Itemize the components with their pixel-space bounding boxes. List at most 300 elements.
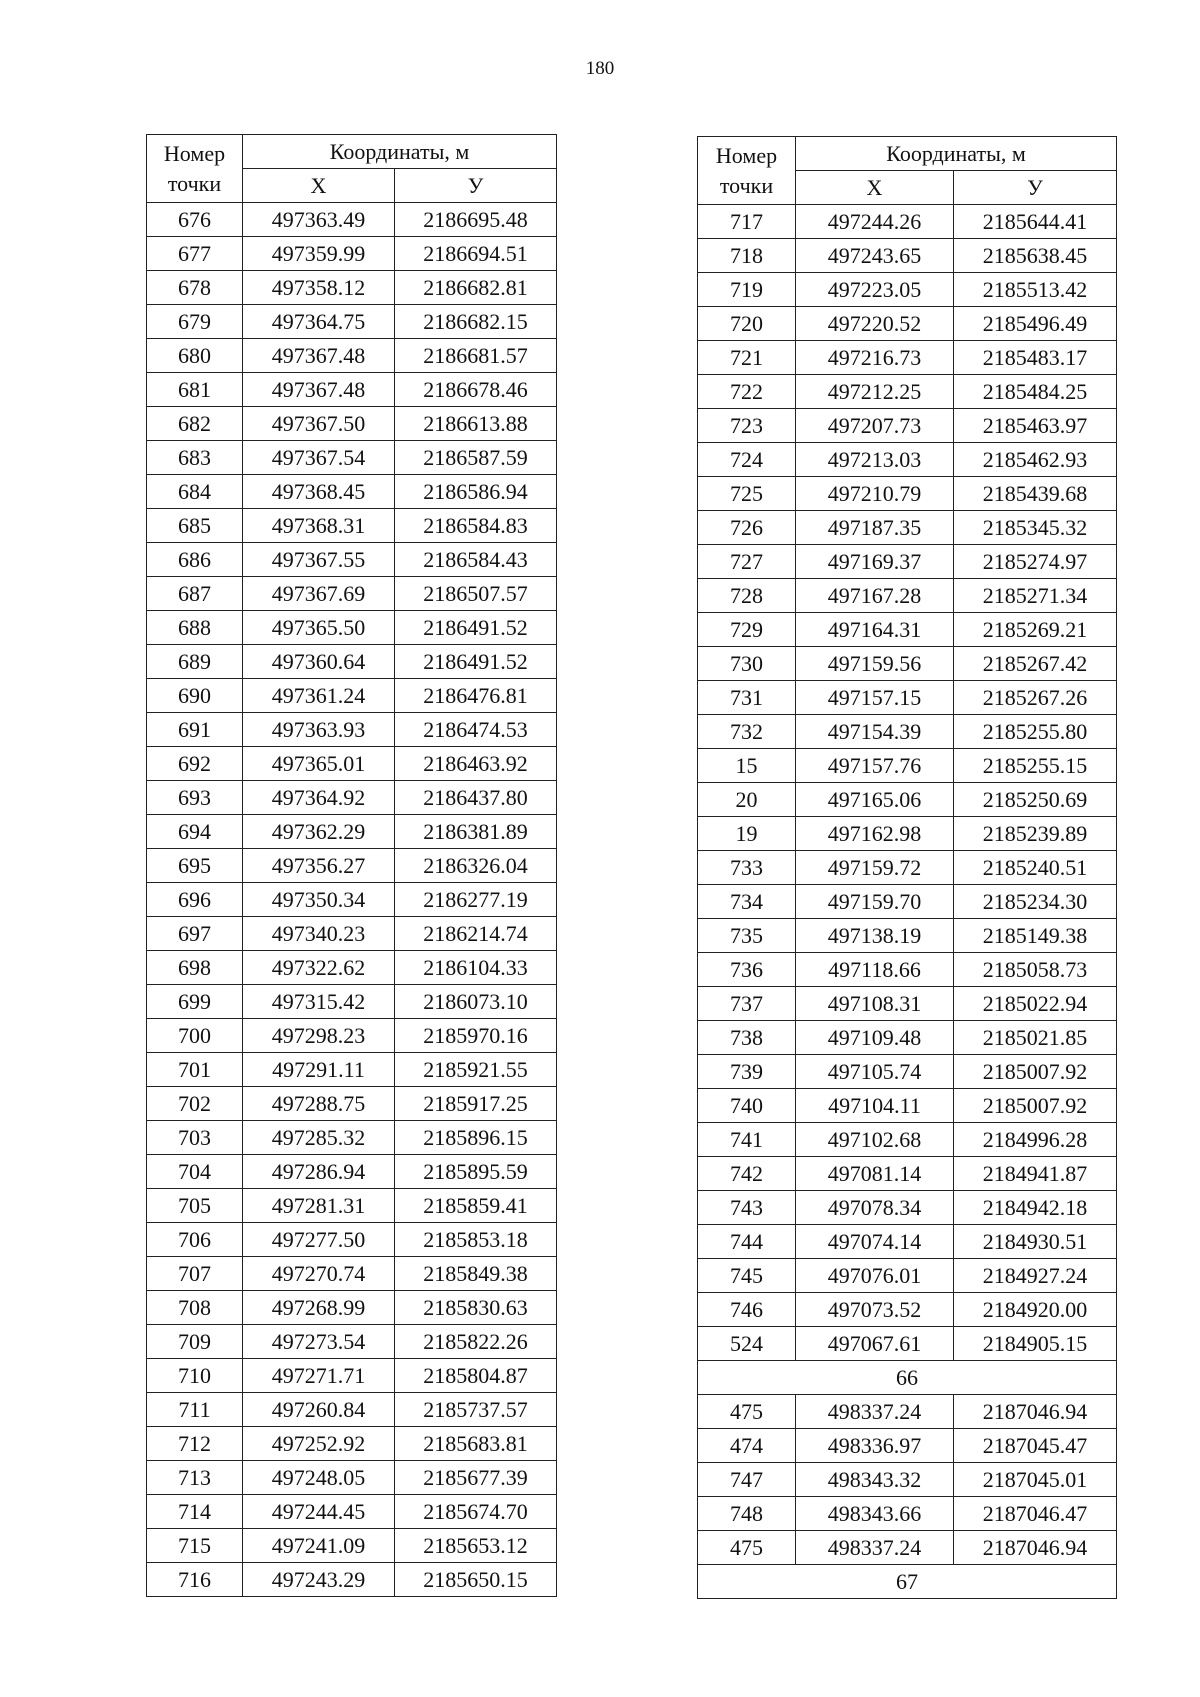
point-number-cell: 707 <box>147 1257 243 1291</box>
point-number-cell: 734 <box>698 885 796 919</box>
y-coordinate-cell: 2185463.97 <box>954 409 1117 443</box>
y-coordinate-cell: 2185255.80 <box>954 715 1117 749</box>
y-coordinate-cell: 2185853.18 <box>395 1223 557 1257</box>
y-coordinate-cell: 2185240.51 <box>954 851 1117 885</box>
x-coordinate-cell: 497315.42 <box>243 985 395 1019</box>
table-row <box>698 1157 1117 1191</box>
point-number-cell: 713 <box>147 1461 243 1495</box>
table-row <box>147 237 557 271</box>
y-coordinate-cell: 2185896.15 <box>395 1121 557 1155</box>
table-row <box>698 1463 1117 1497</box>
table-row <box>698 749 1117 783</box>
point-number-cell: 475 <box>698 1531 796 1565</box>
x-coordinate-cell: 497363.49 <box>243 203 395 237</box>
y-column-header: У <box>954 171 1117 205</box>
y-coordinate-cell: 2184927.24 <box>954 1259 1117 1293</box>
table-row <box>147 577 557 611</box>
table-row <box>147 985 557 1019</box>
x-coordinate-cell: 497213.03 <box>796 443 954 477</box>
x-coordinate-cell: 497361.24 <box>243 679 395 713</box>
table-row <box>147 1053 557 1087</box>
y-coordinate-cell: 2185822.26 <box>395 1325 557 1359</box>
point-number-cell: 719 <box>698 273 796 307</box>
table-row <box>698 647 1117 681</box>
point-number-cell: 714 <box>147 1495 243 1529</box>
point-number-cell: 683 <box>147 441 243 475</box>
x-coordinate-cell: 497164.31 <box>796 613 954 647</box>
y-coordinate-cell: 2185804.87 <box>395 1359 557 1393</box>
y-coordinate-cell: 2187046.94 <box>954 1395 1117 1429</box>
table-row <box>698 1089 1117 1123</box>
table-row <box>698 511 1117 545</box>
table-row <box>147 747 557 781</box>
point-number-cell: 732 <box>698 715 796 749</box>
point-number-cell: 720 <box>698 307 796 341</box>
table-row <box>147 1155 557 1189</box>
table-row <box>147 1189 557 1223</box>
point-number-cell: 710 <box>147 1359 243 1393</box>
point-number-cell: 687 <box>147 577 243 611</box>
x-coordinate-cell: 497243.29 <box>243 1563 395 1597</box>
x-coordinate-cell: 497285.32 <box>243 1121 395 1155</box>
point-number-cell: 745 <box>698 1259 796 1293</box>
y-coordinate-cell: 2185234.30 <box>954 885 1117 919</box>
x-coordinate-cell: 498343.66 <box>796 1497 954 1531</box>
y-coordinate-cell: 2185007.92 <box>954 1089 1117 1123</box>
table-row <box>147 271 557 305</box>
table-row <box>147 441 557 475</box>
x-coordinate-cell: 497350.34 <box>243 883 395 917</box>
point-number-cell: 689 <box>147 645 243 679</box>
y-coordinate-cell: 2185271.34 <box>954 579 1117 613</box>
x-coordinate-cell: 497362.29 <box>243 815 395 849</box>
x-coordinate-cell: 497167.28 <box>796 579 954 613</box>
y-coordinate-cell: 2186491.52 <box>395 645 557 679</box>
coordinates-header: Координаты, м <box>796 137 1117 171</box>
x-coordinate-cell: 497260.84 <box>243 1393 395 1427</box>
point-number-header: Номер точки <box>147 135 243 203</box>
x-coordinate-cell: 497165.06 <box>796 783 954 817</box>
table-row <box>147 373 557 407</box>
table-row <box>147 781 557 815</box>
y-coordinate-cell: 2185483.17 <box>954 341 1117 375</box>
table-row <box>147 543 557 577</box>
table-row <box>147 305 557 339</box>
point-number-cell: 692 <box>147 747 243 781</box>
table-row <box>698 1429 1117 1463</box>
x-coordinate-cell: 497273.54 <box>243 1325 395 1359</box>
point-number-cell: 474 <box>698 1429 796 1463</box>
y-coordinate-cell: 2185644.41 <box>954 205 1117 239</box>
y-coordinate-cell: 2186586.94 <box>395 475 557 509</box>
x-coordinate-cell: 497288.75 <box>243 1087 395 1121</box>
table-row <box>698 1293 1117 1327</box>
point-number-cell: 706 <box>147 1223 243 1257</box>
y-coordinate-cell: 2185653.12 <box>395 1529 557 1563</box>
point-number-cell: 678 <box>147 271 243 305</box>
x-coordinate-cell: 497108.31 <box>796 987 954 1021</box>
point-number-cell: 737 <box>698 987 796 1021</box>
x-coordinate-cell: 497105.74 <box>796 1055 954 1089</box>
point-number-cell: 721 <box>698 341 796 375</box>
x-coordinate-cell: 497210.79 <box>796 477 954 511</box>
point-number-cell: 716 <box>147 1563 243 1597</box>
y-coordinate-cell: 2185439.68 <box>954 477 1117 511</box>
section-label: 67 <box>698 1565 1117 1599</box>
table-row <box>698 1395 1117 1429</box>
coordinates-table-right <box>697 136 1117 1599</box>
x-coordinate-cell: 497367.69 <box>243 577 395 611</box>
y-coordinate-cell: 2186681.57 <box>395 339 557 373</box>
x-coordinate-cell: 497291.11 <box>243 1053 395 1087</box>
table-row <box>147 1393 557 1427</box>
table-row <box>698 1531 1117 1565</box>
x-coordinate-cell: 497322.62 <box>243 951 395 985</box>
y-coordinate-cell: 2185895.59 <box>395 1155 557 1189</box>
x-coordinate-cell: 497364.92 <box>243 781 395 815</box>
y-coordinate-cell: 2186476.81 <box>395 679 557 713</box>
x-coordinate-cell: 497212.25 <box>796 375 954 409</box>
x-coordinate-cell: 497169.37 <box>796 545 954 579</box>
point-number-cell: 722 <box>698 375 796 409</box>
y-coordinate-cell: 2187046.94 <box>954 1531 1117 1565</box>
point-number-cell: 711 <box>147 1393 243 1427</box>
y-coordinate-cell: 2186437.80 <box>395 781 557 815</box>
point-number-cell: 748 <box>698 1497 796 1531</box>
x-coordinate-cell: 497104.11 <box>796 1089 954 1123</box>
y-coordinate-cell: 2186326.04 <box>395 849 557 883</box>
point-number-cell: 693 <box>147 781 243 815</box>
point-number-cell: 736 <box>698 953 796 987</box>
section-row <box>698 1565 1117 1599</box>
point-number-cell: 690 <box>147 679 243 713</box>
y-coordinate-cell: 2185022.94 <box>954 987 1117 1021</box>
point-number-cell: 20 <box>698 783 796 817</box>
y-coordinate-cell: 2186587.59 <box>395 441 557 475</box>
point-number-cell: 698 <box>147 951 243 985</box>
point-number-cell: 733 <box>698 851 796 885</box>
x-coordinate-cell: 497367.48 <box>243 339 395 373</box>
table-row <box>698 715 1117 749</box>
point-number-cell: 740 <box>698 1089 796 1123</box>
x-coordinate-cell: 497365.01 <box>243 747 395 781</box>
x-coordinate-cell: 497207.73 <box>796 409 954 443</box>
x-coordinate-cell: 497138.19 <box>796 919 954 953</box>
x-coordinate-cell: 497118.66 <box>796 953 954 987</box>
y-coordinate-cell: 2186381.89 <box>395 815 557 849</box>
table-row <box>147 1325 557 1359</box>
x-coordinate-cell: 497359.99 <box>243 237 395 271</box>
y-coordinate-cell: 2185255.15 <box>954 749 1117 783</box>
y-coordinate-cell: 2186214.74 <box>395 917 557 951</box>
table-row <box>147 1019 557 1053</box>
x-coordinate-cell: 497364.75 <box>243 305 395 339</box>
y-coordinate-cell: 2186613.88 <box>395 407 557 441</box>
x-coordinate-cell: 497159.72 <box>796 851 954 885</box>
table-row <box>698 443 1117 477</box>
point-number-cell: 703 <box>147 1121 243 1155</box>
section-label: 66 <box>698 1361 1117 1395</box>
table-row <box>147 917 557 951</box>
y-coordinate-cell: 2186277.19 <box>395 883 557 917</box>
table-row <box>147 645 557 679</box>
point-number-cell: 681 <box>147 373 243 407</box>
x-coordinate-cell: 498337.24 <box>796 1395 954 1429</box>
y-coordinate-cell: 2185683.81 <box>395 1427 557 1461</box>
table-row <box>147 713 557 747</box>
table-row <box>147 1087 557 1121</box>
y-coordinate-cell: 2186463.92 <box>395 747 557 781</box>
x-coordinate-cell: 497159.70 <box>796 885 954 919</box>
x-coordinate-cell: 497223.05 <box>796 273 954 307</box>
y-coordinate-cell: 2187045.01 <box>954 1463 1117 1497</box>
y-coordinate-cell: 2185021.85 <box>954 1021 1117 1055</box>
point-number-cell: 727 <box>698 545 796 579</box>
y-coordinate-cell: 2184905.15 <box>954 1327 1117 1361</box>
table-row <box>147 1427 557 1461</box>
y-coordinate-cell: 2186695.48 <box>395 203 557 237</box>
x-coordinate-cell: 497365.50 <box>243 611 395 645</box>
x-coordinate-cell: 497360.64 <box>243 645 395 679</box>
x-coordinate-cell: 497157.76 <box>796 749 954 783</box>
x-coordinate-cell: 497159.56 <box>796 647 954 681</box>
x-coordinate-cell: 498343.32 <box>796 1463 954 1497</box>
table-row <box>698 1021 1117 1055</box>
y-coordinate-cell: 2185650.15 <box>395 1563 557 1597</box>
table-row <box>698 1225 1117 1259</box>
y-coordinate-cell: 2185674.70 <box>395 1495 557 1529</box>
x-column-header: X <box>796 171 954 205</box>
point-number-cell: 738 <box>698 1021 796 1055</box>
y-coordinate-cell: 2185921.55 <box>395 1053 557 1087</box>
table-row <box>147 203 557 237</box>
coordinates-header: Координаты, м <box>243 135 557 169</box>
x-coordinate-cell: 497367.48 <box>243 373 395 407</box>
point-number-cell: 739 <box>698 1055 796 1089</box>
y-coordinate-cell: 2186474.53 <box>395 713 557 747</box>
y-coordinate-cell: 2186584.43 <box>395 543 557 577</box>
y-coordinate-cell: 2185269.21 <box>954 613 1117 647</box>
y-coordinate-cell: 2185677.39 <box>395 1461 557 1495</box>
table-row <box>147 475 557 509</box>
table-row <box>698 205 1117 239</box>
point-number-cell: 731 <box>698 681 796 715</box>
x-coordinate-cell: 497356.27 <box>243 849 395 883</box>
point-number-cell: 747 <box>698 1463 796 1497</box>
point-number-cell: 705 <box>147 1189 243 1223</box>
x-coordinate-cell: 498337.24 <box>796 1531 954 1565</box>
header-row <box>147 135 557 169</box>
y-coordinate-cell: 2185239.89 <box>954 817 1117 851</box>
point-number-cell: 695 <box>147 849 243 883</box>
y-coordinate-cell: 2185513.42 <box>954 273 1117 307</box>
x-coordinate-cell: 497367.55 <box>243 543 395 577</box>
y-coordinate-cell: 2184996.28 <box>954 1123 1117 1157</box>
x-coordinate-cell: 497270.74 <box>243 1257 395 1291</box>
point-number-cell: 696 <box>147 883 243 917</box>
table-row <box>698 885 1117 919</box>
x-coordinate-cell: 497081.14 <box>796 1157 954 1191</box>
y-coordinate-cell: 2184942.18 <box>954 1191 1117 1225</box>
x-coordinate-cell: 497244.45 <box>243 1495 395 1529</box>
y-coordinate-cell: 2186678.46 <box>395 373 557 407</box>
point-number-cell: 708 <box>147 1291 243 1325</box>
y-coordinate-cell: 2185267.42 <box>954 647 1117 681</box>
x-coordinate-cell: 497216.73 <box>796 341 954 375</box>
table-row <box>698 307 1117 341</box>
table-row <box>698 579 1117 613</box>
table-row <box>698 1259 1117 1293</box>
y-coordinate-cell: 2186073.10 <box>395 985 557 1019</box>
point-number-header: Номер точки <box>698 137 796 205</box>
point-number-cell: 699 <box>147 985 243 1019</box>
x-coordinate-cell: 497241.09 <box>243 1529 395 1563</box>
point-number-cell: 682 <box>147 407 243 441</box>
y-coordinate-cell: 2186682.81 <box>395 271 557 305</box>
y-coordinate-cell: 2185496.49 <box>954 307 1117 341</box>
y-coordinate-cell: 2185737.57 <box>395 1393 557 1427</box>
x-coordinate-cell: 497363.93 <box>243 713 395 747</box>
table-row <box>698 681 1117 715</box>
y-coordinate-cell: 2185274.97 <box>954 545 1117 579</box>
x-coordinate-cell: 497368.45 <box>243 475 395 509</box>
point-number-cell: 724 <box>698 443 796 477</box>
point-number-cell: 709 <box>147 1325 243 1359</box>
x-coordinate-cell: 497367.54 <box>243 441 395 475</box>
table-row <box>698 953 1117 987</box>
point-number-cell: 524 <box>698 1327 796 1361</box>
table-row <box>698 1327 1117 1361</box>
point-number-cell: 717 <box>698 205 796 239</box>
point-number-cell: 691 <box>147 713 243 747</box>
point-number-cell: 730 <box>698 647 796 681</box>
point-number-cell: 686 <box>147 543 243 577</box>
x-coordinate-cell: 497248.05 <box>243 1461 395 1495</box>
x-coordinate-cell: 497298.23 <box>243 1019 395 1053</box>
y-coordinate-cell: 2185484.25 <box>954 375 1117 409</box>
table-row <box>698 987 1117 1021</box>
x-coordinate-cell: 497162.98 <box>796 817 954 851</box>
page-number: 180 <box>585 58 615 79</box>
y-coordinate-cell: 2185859.41 <box>395 1189 557 1223</box>
point-number-cell: 475 <box>698 1395 796 1429</box>
point-number-cell: 746 <box>698 1293 796 1327</box>
point-number-cell: 679 <box>147 305 243 339</box>
y-coordinate-cell: 2185462.93 <box>954 443 1117 477</box>
x-coordinate-cell: 497154.39 <box>796 715 954 749</box>
y-coordinate-cell: 2185267.26 <box>954 681 1117 715</box>
point-number-cell: 685 <box>147 509 243 543</box>
table-row <box>147 1563 557 1597</box>
coordinates-table-left <box>146 134 557 1597</box>
section-row <box>698 1361 1117 1395</box>
point-number-cell: 723 <box>698 409 796 443</box>
point-number-cell: 676 <box>147 203 243 237</box>
y-coordinate-cell: 2185849.38 <box>395 1257 557 1291</box>
point-number-cell: 743 <box>698 1191 796 1225</box>
table-row <box>147 951 557 985</box>
x-coordinate-cell: 497074.14 <box>796 1225 954 1259</box>
table-row <box>147 1495 557 1529</box>
x-coordinate-cell: 497076.01 <box>796 1259 954 1293</box>
table-row <box>698 477 1117 511</box>
x-coordinate-cell: 497286.94 <box>243 1155 395 1189</box>
table-row <box>147 1291 557 1325</box>
table-row <box>147 611 557 645</box>
x-coordinate-cell: 497073.52 <box>796 1293 954 1327</box>
point-number-cell: 725 <box>698 477 796 511</box>
x-coordinate-cell: 497277.50 <box>243 1223 395 1257</box>
table-row <box>147 407 557 441</box>
x-coordinate-cell: 497067.61 <box>796 1327 954 1361</box>
table-row <box>698 783 1117 817</box>
point-number-cell: 19 <box>698 817 796 851</box>
y-coordinate-cell: 2185970.16 <box>395 1019 557 1053</box>
point-number-cell: 702 <box>147 1087 243 1121</box>
table-row <box>698 1497 1117 1531</box>
x-coordinate-cell: 497078.34 <box>796 1191 954 1225</box>
point-number-cell: 742 <box>698 1157 796 1191</box>
y-coordinate-cell: 2185345.32 <box>954 511 1117 545</box>
point-number-cell: 700 <box>147 1019 243 1053</box>
x-coordinate-cell: 497271.71 <box>243 1359 395 1393</box>
y-coordinate-cell: 2184941.87 <box>954 1157 1117 1191</box>
y-coordinate-cell: 2185149.38 <box>954 919 1117 953</box>
table-row <box>147 509 557 543</box>
y-coordinate-cell: 2185638.45 <box>954 239 1117 273</box>
table-row <box>698 239 1117 273</box>
point-number-cell: 701 <box>147 1053 243 1087</box>
y-coordinate-cell: 2185250.69 <box>954 783 1117 817</box>
point-number-cell: 718 <box>698 239 796 273</box>
table-row <box>147 1257 557 1291</box>
x-coordinate-cell: 497109.48 <box>796 1021 954 1055</box>
table-row <box>698 375 1117 409</box>
x-coordinate-cell: 497157.15 <box>796 681 954 715</box>
y-column-header: У <box>395 169 557 203</box>
x-coordinate-cell: 497252.92 <box>243 1427 395 1461</box>
table-row <box>698 817 1117 851</box>
y-coordinate-cell: 2186694.51 <box>395 237 557 271</box>
table-row <box>698 1191 1117 1225</box>
x-coordinate-cell: 497268.99 <box>243 1291 395 1325</box>
point-number-cell: 726 <box>698 511 796 545</box>
point-number-cell: 677 <box>147 237 243 271</box>
x-coordinate-cell: 498336.97 <box>796 1429 954 1463</box>
x-coordinate-cell: 497358.12 <box>243 271 395 305</box>
y-coordinate-cell: 2187045.47 <box>954 1429 1117 1463</box>
point-number-cell: 15 <box>698 749 796 783</box>
point-number-cell: 697 <box>147 917 243 951</box>
table-row <box>698 409 1117 443</box>
x-coordinate-cell: 497243.65 <box>796 239 954 273</box>
point-number-cell: 741 <box>698 1123 796 1157</box>
x-coordinate-cell: 497187.35 <box>796 511 954 545</box>
table-row <box>698 341 1117 375</box>
x-coordinate-cell: 497340.23 <box>243 917 395 951</box>
point-number-cell: 729 <box>698 613 796 647</box>
x-coordinate-cell: 497367.50 <box>243 407 395 441</box>
y-coordinate-cell: 2186584.83 <box>395 509 557 543</box>
point-number-cell: 684 <box>147 475 243 509</box>
y-coordinate-cell: 2185917.25 <box>395 1087 557 1121</box>
table-row <box>147 815 557 849</box>
point-number-cell: 744 <box>698 1225 796 1259</box>
x-column-header: X <box>243 169 395 203</box>
table-row <box>147 679 557 713</box>
x-coordinate-cell: 497281.31 <box>243 1189 395 1223</box>
point-number-cell: 735 <box>698 919 796 953</box>
